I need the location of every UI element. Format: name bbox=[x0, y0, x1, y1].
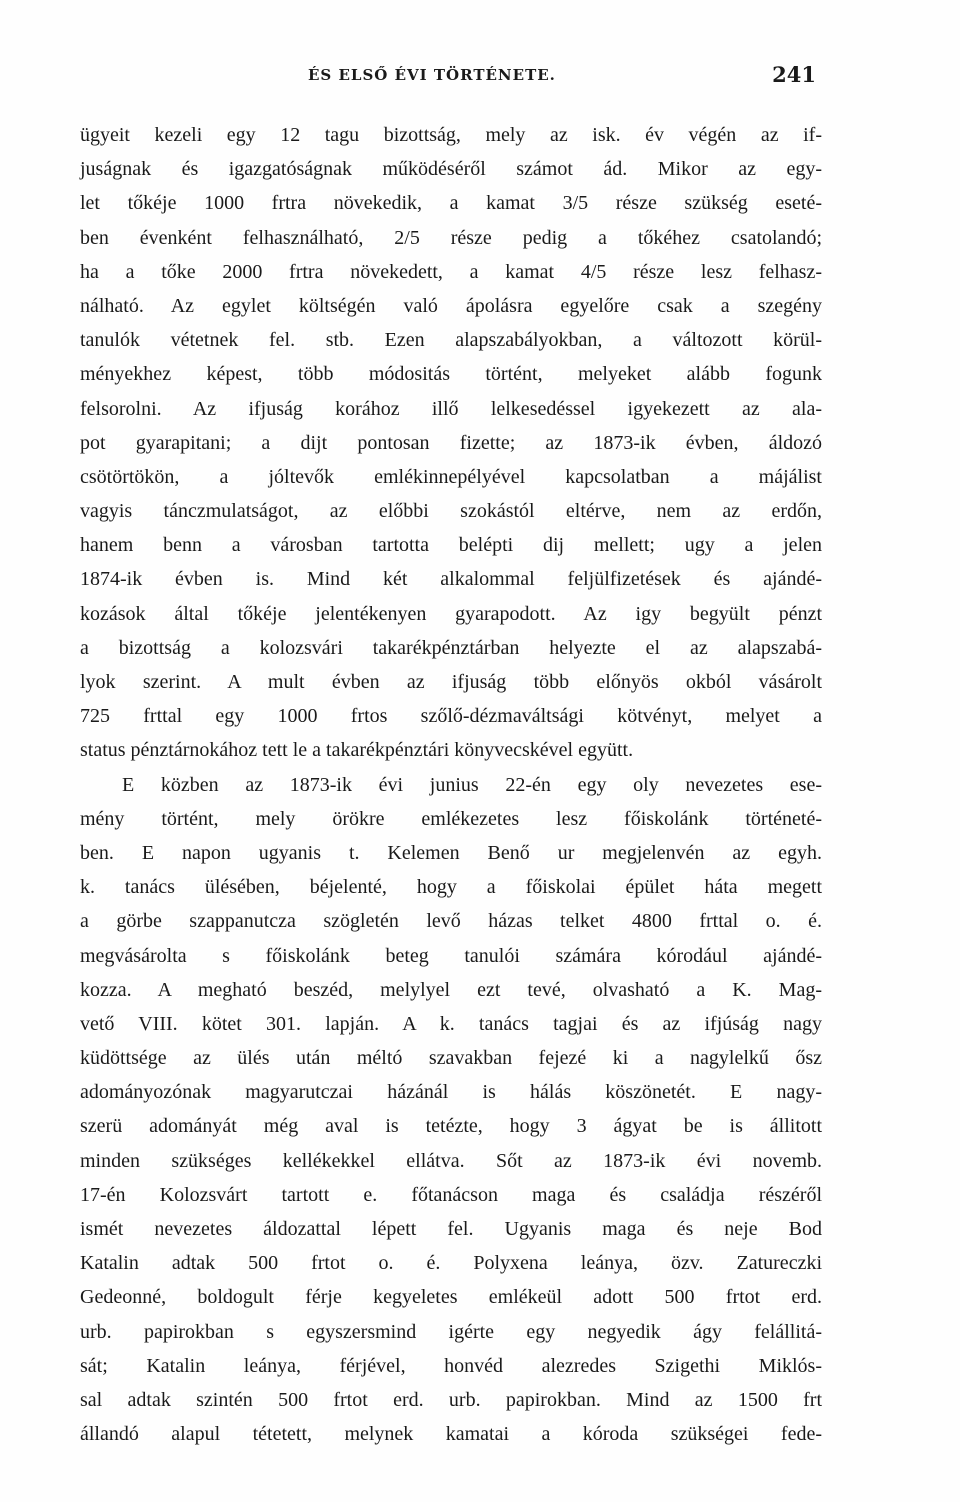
text-line: ismét nevezetes áldozattal lépett fel. Ugyanis maga és neje Bod bbox=[80, 1218, 822, 1240]
text-line: 1874-ik évben is. Mind két alkalommal feljülfizetések és ajándé- bbox=[80, 568, 822, 591]
text-line: 725 frttal egy 1000 frtos szőlő-dézmaváltsági kötvényt, melyet a bbox=[80, 705, 822, 728]
text-line: adományozónak magyarutczai házánál is hálás köszönetét. E nagy- bbox=[80, 1081, 822, 1104]
text-line: juságnak és igazgatóságnak működéséről számot ád. Mikor az egy- bbox=[80, 158, 822, 181]
text-line: pot gyarapitani; a dijt pontosan fizette; az 1873-ik évben, áldozó bbox=[80, 431, 822, 454]
text-line: kozások által tőkéje jelentékenyen gyarapodott. Az igy begyült pénzt bbox=[80, 602, 822, 625]
text-line: megvásárolta s főiskolánk beteg tanulói számára kórodául ajándé- bbox=[80, 944, 822, 967]
text-line: Katalin adtak 500 frtot o. é. Polyxena leánya, özv. Zatureczki bbox=[80, 1252, 822, 1275]
text-line: sal adtak szintén 500 frtot erd. urb. papirokban. Mind az 1500 frt bbox=[80, 1388, 822, 1411]
text-line: lyok szerint. A mult évben az ifjuság több előnyös okból vásárolt bbox=[80, 671, 822, 693]
text-line: minden szükséges kellékekkel ellátva. Sőt az 1873-ik évi novemb. bbox=[80, 1149, 822, 1172]
running-title: ÉS ELSŐ ÉVI TÖRTÉNETE. bbox=[308, 66, 556, 84]
text-line: kozza. A megható beszéd, melylyel ezt tevé, olvasható a K. Mag- bbox=[80, 978, 822, 1001]
page-number: 241 bbox=[772, 62, 816, 87]
text-line: sát; Katalin leánya, férjével, honvéd alezredes Szigethi Miklós- bbox=[80, 1354, 822, 1377]
text-line: k. tanács ülésében, béjelenté, hogy a főiskolai épület háta megett bbox=[80, 876, 822, 899]
text-line: felsorolni. Az ifjuság korához illő lelkesedéssel igyekezett az ala- bbox=[80, 397, 822, 420]
text-line: szerü adományát még aval is tetézte, hogy 3 ágyat be is állitott bbox=[80, 1115, 822, 1138]
paragraph-end-line: status pénztárnokához tett le a takarékpénztári könyvecskével együtt. bbox=[80, 739, 634, 762]
text-line: nálható. Az egylet költségén való ápolásra egyelőre csak a szegény bbox=[80, 294, 822, 317]
text-line: állandó alapul tétetett, melynek kamatai a kóroda szükségei fede- bbox=[80, 1423, 822, 1446]
text-line: ben évenként felhasználható, 2/5 része pedig a tőkéhez csatolandó; bbox=[80, 226, 822, 249]
text-line: ha a tőke 2000 frtra növekedett, a kamat 4/5 része lesz felhasz- bbox=[80, 260, 822, 283]
text-line: küdöttsége az ülés után méltó szavakban fejezé ki a nagylelkű ősz bbox=[80, 1047, 822, 1070]
running-header bbox=[80, 62, 822, 92]
text-line: ügyeit kezeli egy 12 tagu bizottság, mely az isk. év végén az if- bbox=[80, 124, 822, 146]
text-line: urb. papirokban s egyszersmind igérte egy negyedik ágy felállitá- bbox=[80, 1320, 822, 1343]
text-line: tanulók vétetnek fel. stb. Ezen alapszabályokban, a változott körül- bbox=[80, 329, 822, 352]
text-line: Gedeonné, boldogult férje kegyeletes emlékeül adott 500 frtot erd. bbox=[80, 1286, 822, 1309]
text-line: 17-én Kolozsvárt tartott e. főtanácson maga és családja részéről bbox=[80, 1183, 822, 1206]
body-text bbox=[80, 118, 822, 1451]
text-line: csötörtökön, a jóltevők emlékinnepélyével kapcsolatban a májálist bbox=[80, 465, 822, 488]
text-line: ményekhez képest, több módositás történt, melyeket alább fogunk bbox=[80, 363, 822, 386]
text-line: ben. E napon ugyanis t. Kelemen Benő ur megjelenvén az egyh. bbox=[80, 841, 822, 864]
text-line: a bizottság a kolozsvári takarékpénztárban helyezte el az alapszabá- bbox=[80, 636, 822, 659]
text-line: a görbe szappanutcza szögletén levő házas telket 4800 frttal o. é. bbox=[80, 910, 822, 933]
text-line: let tőkéje 1000 frtra növekedik, a kamat 3/5 része szükség eseté- bbox=[80, 192, 822, 215]
text-line: hanem benn a városban tartotta belépti dij mellett; ugy a jelen bbox=[80, 534, 822, 557]
text-line: vagyis tánczmulatságot, az előbbi szokástól eltérve, nem az erdőn, bbox=[80, 500, 822, 523]
text-line: mény történt, mely örökre emlékezetes lesz főiskolánk történeté- bbox=[80, 807, 822, 830]
paragraph-start-line: E közben az 1873-ik évi junius 22-én egy oly nevezetes ese- bbox=[122, 773, 822, 796]
text-line: vető VIII. kötet 301. lapján. A k. tanács tagjai és az ifjúság nagy bbox=[80, 1012, 822, 1035]
